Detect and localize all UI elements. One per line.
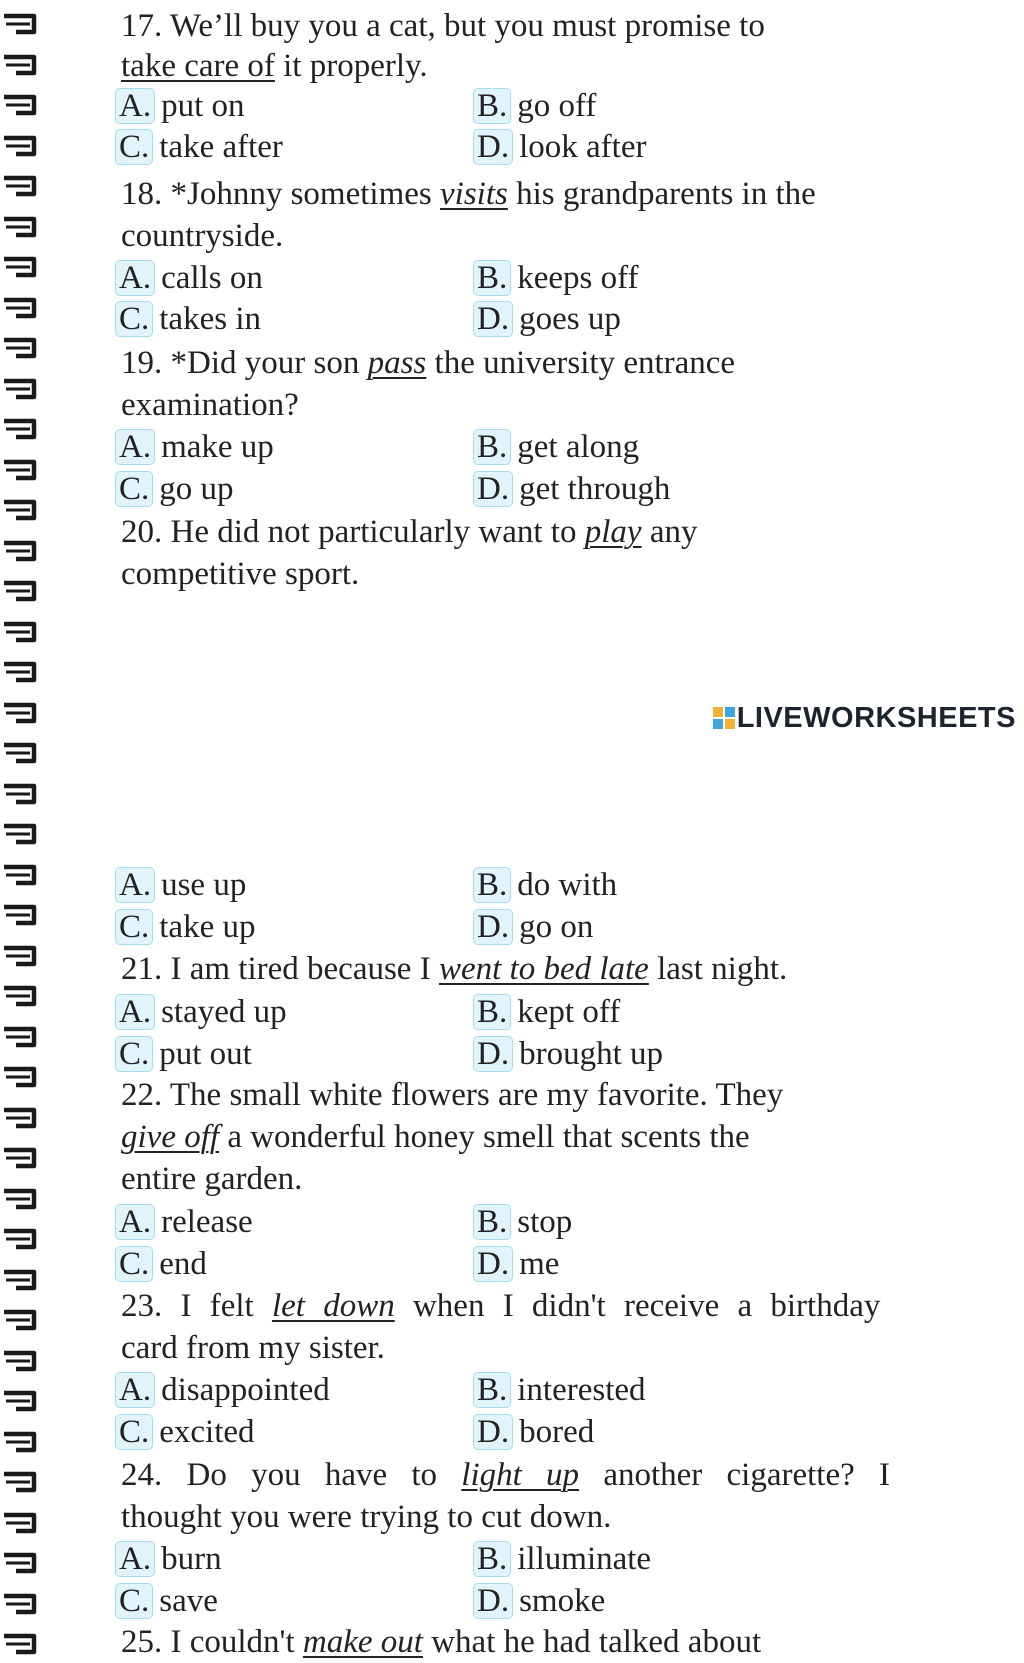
question-24-line-2: thought you were trying to cut down. — [121, 1499, 612, 1535]
question-22-option-d[interactable]: D. me — [473, 1243, 559, 1285]
question-22-option-b[interactable]: B. stop — [473, 1201, 572, 1243]
binding-ring — [0, 1349, 40, 1373]
question-19-line-1: 19. *Did your son pass the university entrance — [121, 345, 736, 381]
question-20-option-b[interactable]: B. do with — [473, 864, 617, 906]
binding-ring — [0, 1187, 40, 1211]
binding-ring — [0, 93, 40, 117]
question-21-phrase: went to bed late — [438, 951, 649, 987]
question-20-phrase: play — [584, 514, 642, 550]
question-21-option-b[interactable]: B. kept off — [473, 991, 620, 1033]
binding-ring — [0, 215, 40, 239]
question-24-option-c[interactable]: C. save — [115, 1580, 218, 1622]
question-22-option-c[interactable]: C. end — [115, 1243, 207, 1285]
binding-ring — [0, 1227, 40, 1251]
question-18-option-a[interactable]: A. calls on — [115, 257, 263, 299]
question-19-option-c[interactable]: C. go up — [115, 468, 234, 510]
binding-ring — [0, 174, 40, 198]
binding-ring — [0, 377, 40, 401]
watermark-text: LIVEWORKSHEETS — [736, 702, 1016, 734]
binding-ring — [0, 822, 40, 846]
question-22-line-1: 22. The small white flowers are my favorite. They — [121, 1077, 784, 1113]
question-24-option-b[interactable]: B. illuminate — [473, 1538, 651, 1580]
liveworksheets-logo-icon — [713, 704, 735, 726]
binding-ring — [0, 1551, 40, 1575]
binding-ring — [0, 1106, 40, 1130]
question-24-phrase: light up — [461, 1457, 580, 1493]
binding-ring — [0, 1592, 40, 1616]
binding-ring — [0, 701, 40, 725]
question-22-option-a[interactable]: A. release — [115, 1201, 253, 1243]
question-18-phrase: visits — [440, 176, 508, 212]
question-22-line-3: entire garden. — [121, 1161, 303, 1197]
question-17-option-d[interactable]: D. look after — [473, 126, 646, 168]
question-17-line-1: 17. We’ll buy you a cat, but you must promise to — [121, 8, 765, 44]
binding-ring — [0, 1308, 40, 1332]
question-17-line-2: take care of it properly. — [121, 48, 428, 84]
binding-ring — [0, 12, 40, 36]
question-20-line-2: competitive sport. — [121, 556, 360, 592]
question-18-option-d[interactable]: D. goes up — [473, 298, 621, 340]
binding-ring — [0, 336, 40, 360]
question-18-option-c[interactable]: C. takes in — [115, 298, 261, 340]
binding-ring — [0, 579, 40, 603]
binding-ring — [0, 1025, 40, 1049]
binding-ring — [0, 620, 40, 644]
question-18-line-1: 18. *Johnny sometimes visits his grandparents in the — [121, 176, 816, 212]
binding-ring — [0, 741, 40, 765]
binding-ring — [0, 1389, 40, 1413]
spiral-binding — [0, 0, 40, 1648]
binding-ring — [0, 1470, 40, 1494]
binding-ring — [0, 903, 40, 927]
binding-ring — [0, 498, 40, 522]
question-20-option-c[interactable]: C. take up — [115, 906, 255, 948]
question-20-option-d[interactable]: D. go on — [473, 906, 593, 948]
question-19-option-b[interactable]: B. get along — [473, 426, 639, 468]
question-17-option-a[interactable]: A. put on — [115, 85, 245, 127]
question-17-phrase: take care of — [121, 48, 275, 84]
question-21-option-d[interactable]: D. brought up — [473, 1033, 663, 1075]
question-18-line-2: countryside. — [121, 218, 284, 254]
binding-ring — [0, 1511, 40, 1535]
binding-ring — [0, 1632, 40, 1656]
question-24-option-a[interactable]: A. burn — [115, 1538, 222, 1580]
question-19-phrase: pass — [367, 345, 427, 381]
question-20-line-1: 20. He did not particularly want to play any — [121, 514, 698, 550]
binding-ring — [0, 782, 40, 806]
question-23-line-1: 23. I felt let down when I didn't receive a birthday — [121, 1288, 881, 1324]
question-23-option-b[interactable]: B. interested — [473, 1369, 646, 1411]
binding-ring — [0, 417, 40, 441]
question-18-option-b[interactable]: B. keeps off — [473, 257, 639, 299]
question-21-option-c[interactable]: C. put out — [115, 1033, 252, 1075]
question-21-line-1: 21. I am tired because I went to bed late last night. — [121, 951, 788, 987]
binding-ring — [0, 458, 40, 482]
liveworksheets-watermark — [713, 702, 1016, 735]
binding-ring — [0, 1146, 40, 1170]
binding-ring — [0, 255, 40, 279]
question-21-option-a[interactable]: A. stayed up — [115, 991, 287, 1033]
question-25-line-1: 25. I couldn't make out what he had talked about — [121, 1624, 762, 1660]
question-24-line-1: 24. Do you have to light up another cigarette? I — [121, 1457, 890, 1493]
question-23-option-a[interactable]: A. disappointed — [115, 1369, 330, 1411]
question-22-phrase: give off — [121, 1119, 220, 1155]
question-20-option-a[interactable]: A. use up — [115, 864, 246, 906]
question-19-option-a[interactable]: A. make up — [115, 426, 274, 468]
binding-ring — [0, 1268, 40, 1292]
binding-ring — [0, 944, 40, 968]
binding-ring — [0, 1430, 40, 1454]
question-19-option-d[interactable]: D. get through — [473, 468, 670, 510]
question-17-option-c[interactable]: C. take after — [115, 126, 283, 168]
binding-ring — [0, 296, 40, 320]
question-23-phrase: let down — [271, 1288, 395, 1324]
question-25-phrase: make out — [302, 1624, 423, 1660]
binding-ring — [0, 863, 40, 887]
binding-ring — [0, 539, 40, 563]
question-19-line-2: examination? — [121, 387, 299, 423]
binding-ring — [0, 984, 40, 1008]
binding-ring — [0, 660, 40, 684]
question-23-line-2: card from my sister. — [121, 1330, 385, 1366]
question-23-option-d[interactable]: D. bored — [473, 1411, 594, 1453]
binding-ring — [0, 134, 40, 158]
question-17-option-b[interactable]: B. go off — [473, 85, 596, 127]
question-24-option-d[interactable]: D. smoke — [473, 1580, 605, 1622]
binding-ring — [0, 1065, 40, 1089]
question-23-option-c[interactable]: C. excited — [115, 1411, 255, 1453]
question-22-line-2: give off a wonderful honey smell that scents the — [121, 1119, 750, 1155]
binding-ring — [0, 53, 40, 77]
